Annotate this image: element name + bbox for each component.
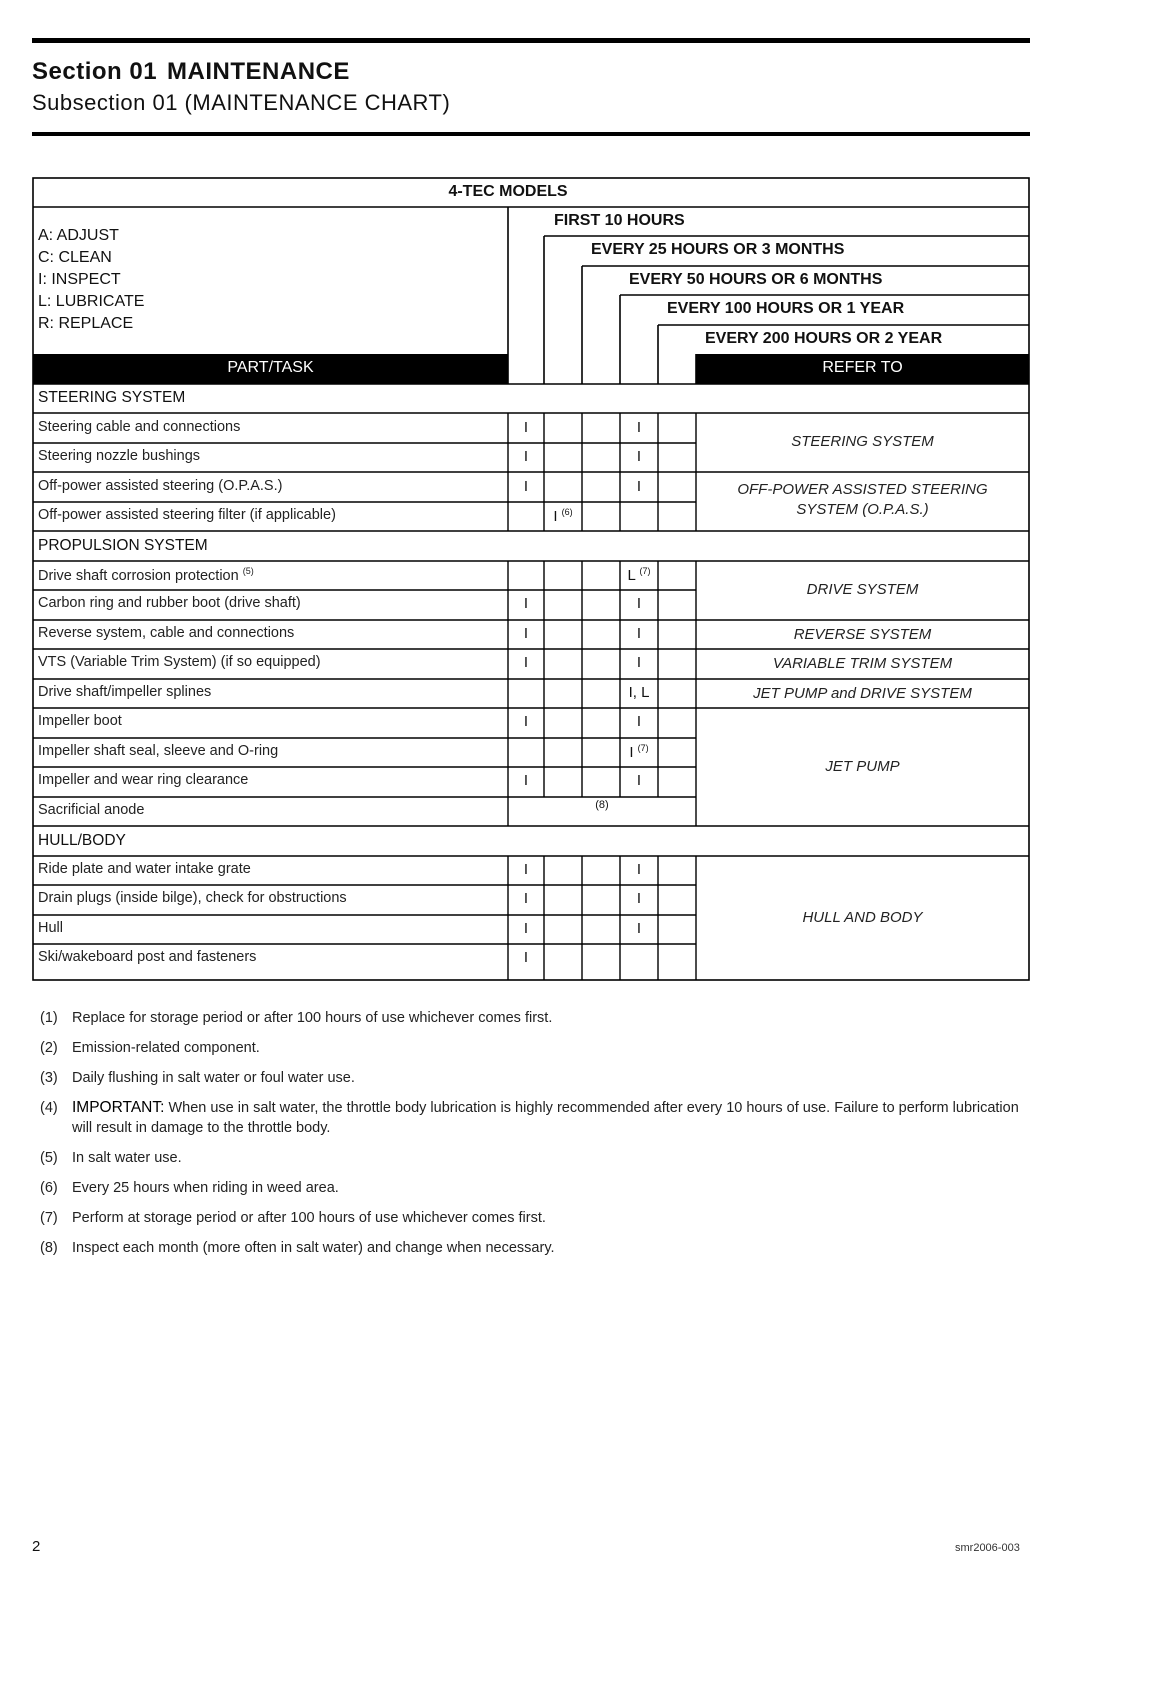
mark-text: I (553, 508, 558, 525)
part-text: Drive shaft corrosion protection (38, 567, 239, 584)
mark-text: I (629, 744, 634, 761)
footnote (40, 1038, 1040, 1058)
part-task-header: PART/TASK (227, 359, 314, 376)
mark-cell: I (636, 861, 642, 878)
legend (38, 225, 144, 335)
refer-to-header: REFER TO (822, 359, 903, 376)
footnote-number: (3) (40, 1070, 58, 1086)
mark-cell: I, L (628, 684, 650, 701)
interval-100: EVERY 100 HOURS OR 1 YEAR (667, 300, 905, 317)
page-number: 2 (32, 1538, 41, 1555)
mark-cell: I (523, 949, 529, 966)
part-drain-plugs: Drain plugs (inside bilge), check for obstructions (38, 890, 347, 906)
legend-replace: R: REPLACE (38, 315, 134, 332)
part-opas: Off-power assisted steering (O.P.A.S.) (38, 478, 283, 494)
refer-jet-pump: JET PUMP (825, 758, 900, 775)
part-ride-plate: Ride plate and water intake grate (38, 861, 251, 877)
footnote-text: Perform at storage period or after 100 hours of use whichever comes first. (72, 1210, 546, 1226)
part-impeller-shaft-seal: Impeller shaft seal, sleeve and O-ring (38, 743, 279, 759)
mark-cell: I (523, 478, 529, 495)
refer-hull: HULL AND BODY (802, 909, 923, 926)
footnote-number: (6) (40, 1180, 58, 1196)
part-vts: VTS (Variable Trim System) (if so equipped) (38, 654, 321, 670)
footnote-number: (1) (40, 1010, 58, 1026)
footnote (40, 1178, 1040, 1198)
mark-cell: I (636, 890, 642, 907)
system-hull: HULL/BODY (38, 832, 126, 849)
footnote-text: Every 25 hours when riding in weed area. (72, 1180, 339, 1196)
chart-title: 4-TEC MODELS (448, 183, 568, 200)
mark-cell: I (636, 478, 642, 495)
system-steering: STEERING SYSTEM (38, 389, 186, 406)
footnote-ref: (6) (561, 507, 573, 517)
mark-cell: I (636, 654, 642, 671)
footnote (40, 1068, 1040, 1088)
mark-cell: I (523, 419, 529, 436)
legend-clean: C: CLEAN (38, 249, 112, 266)
mark-cell: I (523, 595, 529, 612)
refer-opas-2: SYSTEM (O.P.A.S.) (796, 501, 929, 518)
part-hull: Hull (38, 920, 63, 936)
maintenance-chart (32, 177, 1030, 982)
mark-text: L (627, 567, 636, 584)
footnote-ref: (7) (639, 566, 651, 576)
doc-code: smr2006-003 (955, 1542, 1020, 1554)
part-ski-post: Ski/wakeboard post and fasteners (38, 949, 257, 965)
mark-cell: I (523, 713, 529, 730)
refer-steering: STEERING SYSTEM (791, 433, 934, 450)
footnote (40, 1008, 1040, 1028)
footnote-number: (5) (40, 1150, 58, 1166)
part-wear-ring: Impeller and wear ring clearance (38, 772, 249, 788)
mark-cell: I (636, 595, 642, 612)
mark-cell: I (636, 625, 642, 642)
mark-cell: I (523, 448, 529, 465)
legend-adjust: A: ADJUST (38, 227, 119, 244)
part-steering-nozzle: Steering nozzle bushings (38, 448, 201, 464)
interval-200: EVERY 200 HOURS OR 2 YEAR (705, 330, 943, 347)
mark-cell: I (523, 654, 529, 671)
legend-lubricate: L: LUBRICATE (38, 293, 145, 310)
part-reverse-system: Reverse system, cable and connections (38, 625, 295, 641)
mark-cell (544, 507, 582, 525)
part-steering-cable: Steering cable and connections (38, 419, 241, 435)
footnote-number: (4) (40, 1100, 58, 1116)
footnote-text: Inspect each month (more often in salt water) and change when necessary. (72, 1240, 555, 1256)
footnote-ref: (5) (242, 566, 254, 576)
interval-first-10: FIRST 10 HOURS (554, 212, 685, 229)
section-number: Section 01 (32, 58, 158, 85)
system-propulsion: PROPULSION SYSTEM (38, 537, 208, 554)
footnote-text: Daily flushing in salt water or foul water use. (72, 1070, 355, 1086)
mark-cell: I (523, 772, 529, 789)
subsection-title: Subsection 01 (MAINTENANCE CHART) (32, 90, 451, 115)
top-rule (32, 38, 1030, 43)
legend-inspect: I: INSPECT (38, 271, 121, 288)
refer-vts: VARIABLE TRIM SYSTEM (772, 655, 953, 672)
part-drive-shaft-corrosion (38, 566, 254, 584)
footnote-number: (2) (40, 1040, 58, 1056)
section-name: MAINTENANCE (167, 58, 350, 85)
section-title (32, 58, 360, 86)
refer-opas-1: OFF-POWER ASSISTED STEERING (737, 481, 988, 498)
part-impeller-boot: Impeller boot (38, 713, 122, 729)
mark-cell: I (523, 625, 529, 642)
mark-cell: I (636, 772, 642, 789)
interval-25: EVERY 25 HOURS OR 3 MONTHS (591, 241, 845, 258)
footnotes (40, 1008, 1040, 1268)
refer-jet-drive: JET PUMP and DRIVE SYSTEM (753, 685, 972, 702)
footnote (40, 1208, 1040, 1228)
mark-cell (620, 743, 658, 761)
part-opas-filter: Off-power assisted steering filter (if applicable) (38, 507, 336, 523)
footnote-text: Replace for storage period or after 100 hours of use whichever comes first. (72, 1010, 553, 1026)
footnote-text: When use in salt water, the throttle body lubrication is highly recommended after every 10 hours of use. Failure to perform lubrication will result in damage to the throttle body. (72, 1100, 1019, 1136)
footnote (40, 1238, 1040, 1258)
footnote (40, 1098, 1040, 1138)
mark-merged-cell: (8) (595, 799, 609, 811)
mark-cell: I (523, 890, 529, 907)
mark-cell: I (523, 920, 529, 937)
footnote-important-label: IMPORTANT: (72, 1099, 165, 1116)
refer-drive: DRIVE SYSTEM (806, 581, 919, 598)
interval-50: EVERY 50 HOURS OR 6 MONTHS (629, 271, 883, 288)
footnote (40, 1148, 1040, 1168)
mark-cell: I (636, 713, 642, 730)
footnote-text: Emission-related component. (72, 1040, 260, 1056)
footnote-number: (8) (40, 1240, 58, 1256)
footnote-ref: (7) (637, 743, 649, 753)
part-sacrificial-anode: Sacrificial anode (38, 802, 145, 818)
mark-cell: I (523, 861, 529, 878)
footnote-number: (7) (40, 1210, 58, 1226)
part-splines: Drive shaft/impeller splines (38, 684, 212, 700)
header-rule (32, 132, 1030, 136)
mark-cell: I (636, 920, 642, 937)
footnote-text: In salt water use. (72, 1150, 182, 1166)
mark-cell: I (636, 448, 642, 465)
mark-cell (620, 566, 658, 584)
refer-reverse: REVERSE SYSTEM (793, 626, 932, 643)
mark-cell: I (636, 419, 642, 436)
part-carbon-ring: Carbon ring and rubber boot (drive shaft) (38, 595, 301, 611)
